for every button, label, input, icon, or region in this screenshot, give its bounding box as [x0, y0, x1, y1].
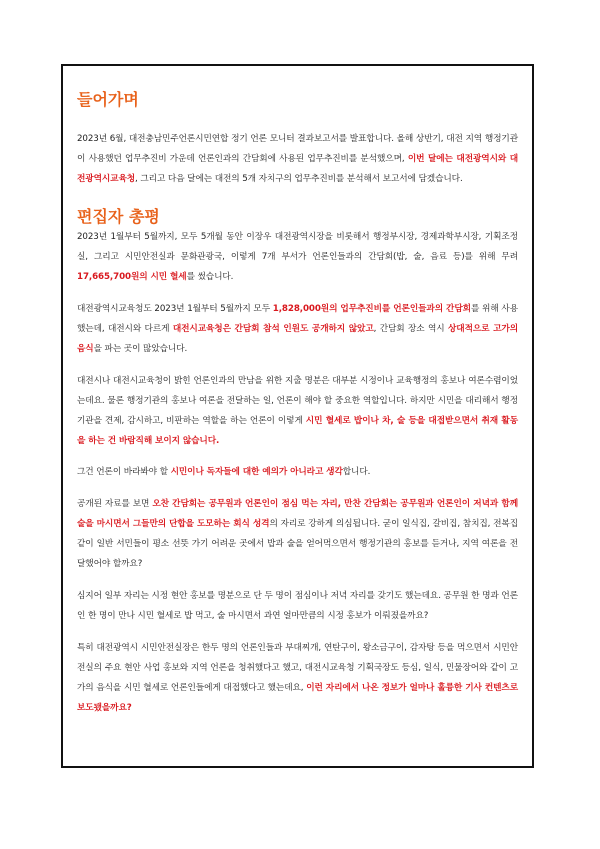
intro-paragraph: 2023년 6월, 대전충남민주언론시민연합 정기 언론 모니터 결과보고서를 발표합니다. 올해 상반기, 대전 지역 행정기관이 사용했던 업무추진비 가운데 언론인과의 간담회에 사용된 업무추진비를 분석했으며, 이번 달에는 대전광역시와 대전광역시교육청, 그리고 다음 달에는 대전의 5개 자치구의 업무추진비를 분석해서 보고서에 담겠습니다. [77, 134, 519, 184]
review-paragraph-1: 2023년 1월부터 5월까지, 모두 5개월 동안 이장우 대전광역시장을 비롯해서 행정부시장, 경제과학부시장, 기획조정실, 그리고 시민안전실과 문화관광국, 이렇게 7개 부서가 언론인들과의 간담회(밥, 술, 음료 등)를 위해 무려 17,665,700원의 시민 혈세를 썼습니다. [77, 232, 518, 282]
section-heading-review: 편집자 총평 [77, 207, 160, 226]
review-paragraph-5: 공개된 자료를 보면 오찬 간담회는 공무원과 언론인이 점심 먹는 자리, 만찬 간담회는 공무원과 언론인이 저녁과 함께 술을 마시면서 그들만의 단합을 도모하는 회식 성격의 자리로 강하게 의심됩니다. 굳이 일식집, 갈비집, 참치집, 전복집 같이 일반 서민들이 평소 선뜻 가기 어려운 곳에서 밥과 술을 얻어먹으면서 행정기관의 홍보를 듣거나, 지역 여론을 전달했어야 할까요? [77, 499, 519, 569]
review-paragraph-2: 대전광역시교육청도 2023년 1월부터 5월까지 모두 1,828,000원의 업무추진비를 언론인들과의 간담회를 위해 사용했는데, 대전시와 다르게 대전시교육청은 간담회 참석 인원도 공개하지 않았고, 간담회 장소 역시 상대적으로 고가의 음식을 파는 곳이 많았습니다. [77, 304, 518, 354]
highlight-text: 17,665,700원의 시민 혈세 [77, 272, 187, 282]
highlight-text: 시민이나 독자들에 대한 예의가 아니라고 생각 [170, 467, 343, 477]
review-paragraph-3: 대전시나 대전시교육청이 밝힌 언론인과의 만남을 위한 지출 명분은 대부분 시정이나 교육행정의 홍보나 여론수렴이었는데요. 물론 행정기관의 홍보나 여론을 전달하는 일, 언론이 해야 할 중요한 역할입니다. 하지만 시민을 대리해서 행정기관을 견제, 감시하고, 비판하는 역할을 하는 언론이 이렇게 시민 혈세로 밥이나 차, 술 등을 대접받으면서 취재 활동을 하는 건 바람직해 보이지 않습니다. [77, 376, 518, 446]
highlight-text: 이번 달에는 대전광역시와 대전광역시교육청 [77, 154, 519, 184]
report-page [61, 64, 534, 768]
highlight-text: 시민 혈세로 밥이나 차, 술 등을 대접받으면서 취재 활동을 하는 건 바람직해 보이지 않습니다. [77, 416, 518, 446]
review-paragraph-7: 특히 대전광역시 시민안전실장은 한두 명의 언론인들과 부대찌개, 연탄구이, 왕소금구이, 감자탕 등을 먹으면서 시민안전실의 주요 현안 사업 홍보와 지역 언론을 청취했다고 했고, 대전시교육청 기획국장도 등심, 일식, 민물장어와 같이 고가의 음식을 시민 혈세로 언론인들에게 대접했다고 했는데요, 이런 자리에서 나온 정보가 얼마나 훌륭한 기사 컨텐츠로 보도됐을까요? [77, 643, 518, 713]
highlight-text: 이런 자리에서 나온 정보가 얼마나 훌륭한 기사 컨텐츠로 보도됐을까요? [77, 683, 518, 713]
section-heading-intro: 들어가며 [77, 90, 139, 109]
review-paragraph-4: 그건 언론이 바라봐야 할 시민이나 독자들에 대한 예의가 아니라고 생각합니다. [77, 467, 371, 477]
highlight-text: 상대적으로 고가의 음식 [77, 324, 518, 354]
review-paragraph-6: 심지어 일부 자리는 시정 현안 홍보를 명분으로 단 두 명이 점심이나 저녁 자리를 갖기도 했는데요. 공무원 한 명과 언론인 한 명이 만나 시민 혈세로 밥 먹고, 술 마시면서 과연 얼마만큼의 시정 홍보가 이뤄졌을까요? [77, 591, 518, 621]
highlight-text: 대전시교육청은 간담회 참석 인원도 공개하지 않았고 [172, 324, 374, 334]
highlight-text: 1,828,000원의 업무추진비를 언론인들과의 간담회 [272, 304, 471, 314]
highlight-text: 오찬 간담회는 공무원과 언론인이 점심 먹는 자리, 만찬 간담회는 공무원과 언론인이 저녁과 함께 술을 마시면서 그들만의 단합을 도모하는 회식 성격 [77, 499, 519, 529]
